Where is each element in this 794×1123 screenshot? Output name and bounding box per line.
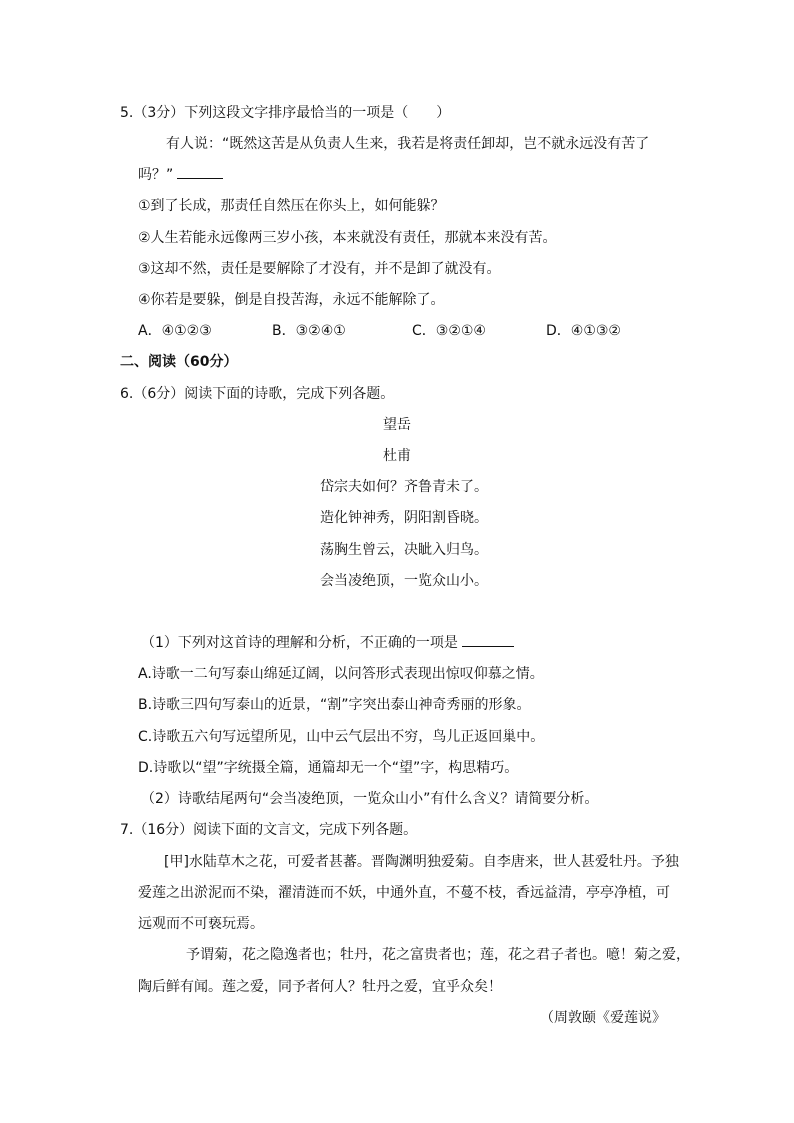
q7-para1-line3: 远观而不可亵玩焉。 <box>138 916 264 932</box>
q5-item-1: ①到了长成，那责任自然压在你头上，如何能躲？ <box>138 198 445 214</box>
q6-sub1-option-a: A.诗歌一二句写泰山绵延辽阔，以问答形式表现出惊叹仰慕之情。 <box>138 666 544 682</box>
poem-line-1: 岱宗夫如何？齐鲁青未了。 <box>320 479 488 495</box>
answer-blank <box>462 634 514 647</box>
q6-sub1: （1）下列对这首诗的理解和分析，不正确的一项是 <box>141 633 514 653</box>
q5-quote-line1: 有人说：“既然这苦是从负责人生来，我若是将责任卸却，岂不就永远没有苦了 <box>166 136 650 152</box>
q5-option-d: D．④①③② <box>546 323 621 339</box>
q7-para2-line1: 予谓菊，花之隐逸者也；牡丹，花之富贵者也；莲，花之君子者也。噫！菊之爱， <box>186 947 690 963</box>
answer-blank <box>177 166 223 179</box>
poem-author: 杜甫 <box>383 448 411 464</box>
section-title: 二、阅读（60分） <box>120 354 238 370</box>
q5-stem: 5.（3分）下列这段文字排序最恰当的一项是（ ） <box>120 105 451 121</box>
q6-sub1-option-b: B.诗歌三四句写泰山的近景，“割”字突出泰山神奇秀丽的形象。 <box>138 697 531 713</box>
q5-option-a: A．④①②③ <box>138 323 212 339</box>
q7-para1-line2: 爱莲之出淤泥而不染，濯清涟而不妖，中通外直，不蔓不枝，香远益清，亭亭净植，可 <box>138 885 670 901</box>
poem-line-3: 荡胸生曾云，决眦入归鸟。 <box>320 542 488 558</box>
q6-sub1-option-c: C.诗歌五六句写远望所见，山中云气层出不穷，鸟儿正返回巢中。 <box>138 729 545 745</box>
q5-item-3: ③这却不然，责任是要解除了才没有，并不是卸了就没有。 <box>138 261 501 277</box>
q6-sub2: （2）诗歌结尾两句“会当凌绝顶，一览众山小”有什么含义？请简要分析。 <box>141 791 599 807</box>
q7-para2-line2: 陶后鲜有闻。莲之爱，同予者何人？牡丹之爱，宜乎众矣！ <box>138 979 502 995</box>
q6-sub1-option-d: D.诗歌以“望”字统摄全篇，通篇却无一个“望”字，构思精巧。 <box>138 760 519 776</box>
q6-stem: 6.（6分）阅读下面的诗歌，完成下列各题。 <box>120 386 395 402</box>
q7-source: （周敦颐《爱莲说》 <box>540 1010 666 1026</box>
poem-title: 望岳 <box>383 417 411 433</box>
q5-option-c: C．③②①④ <box>412 323 486 339</box>
q7-para1-line1: [甲]水陆草木之花，可爱者甚蕃。晋陶渊明独爱菊。自李唐来，世人甚爱牡丹。予独 <box>164 854 679 870</box>
q5-item-2: ②人生若能永远像两三岁小孩，本来就没有责任，那就本来没有苦。 <box>138 230 557 246</box>
q7-stem: 7.（16分）阅读下面的文言文，完成下列各题。 <box>120 822 418 838</box>
poem-line-4: 会当凌绝顶，一览众山小。 <box>320 573 488 589</box>
q5-item-4: ④你若是要躲，倒是自投苦海，永远不能解除了。 <box>138 292 445 308</box>
poem-line-2: 造化钟神秀，阴阳割昏晓。 <box>320 510 488 526</box>
q5-option-b: B．③②④① <box>272 323 346 339</box>
q5-quote-line2: 吗？” <box>138 165 223 185</box>
